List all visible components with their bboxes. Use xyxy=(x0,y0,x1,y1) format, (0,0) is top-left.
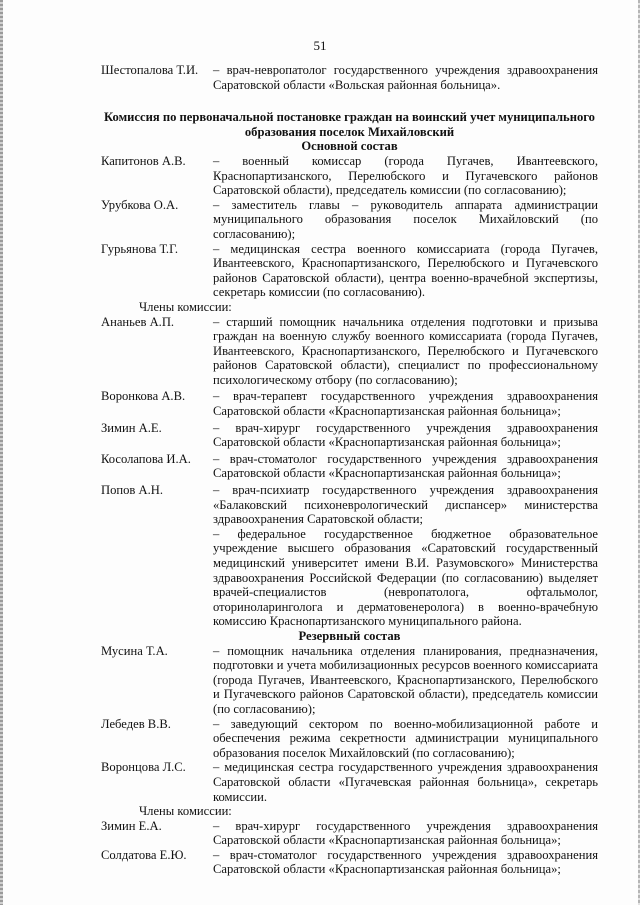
entry-text: – врач-стоматолог государственного учреждения здравоохранения Саратовской области «Краснопартизанская районная больница»; xyxy=(213,847,598,877)
entry-name: Косолапова И.А. xyxy=(101,451,191,466)
entry-name: Шестопалова Т.И. xyxy=(101,63,199,77)
entry-row xyxy=(101,198,598,242)
entry-text: – заместитель главы – руководитель аппарата администрации муниципального образования поселок Михайловский (по согласованию); xyxy=(213,197,598,241)
entry-name: Гурьянова Т.Г. xyxy=(101,241,179,256)
members-label: Члены комиссии: xyxy=(139,299,232,314)
entry-row xyxy=(101,242,598,300)
entry-text: – помощник начальника отделения планирования, предназначения, подготовки и учета мобилизационных ресурсов военного комиссариата (города Пугачев, Ивантеевского, Краснопартизанского, Перелюбского и Пугачевского районов Саратовской области), председатель комиссии (по согласованию); xyxy=(213,643,598,716)
scan-edge-left xyxy=(0,0,3,905)
main-composition-heading: Основной состав xyxy=(301,139,398,154)
entry-row xyxy=(101,819,598,848)
entry-name: Солдатова Е.Ю. xyxy=(101,847,187,862)
entry-row xyxy=(101,483,598,527)
entry-row xyxy=(101,421,598,450)
entry-text: – старший помощник начальника отделения подготовки и призыва граждан на военную службу военного комиссариата (города Пугачев, Ивантеевского, Краснопартизанского, Перелюбского и Пугачевского районов Саратовской области), специалист по профессиональному психологическому отбору (по согласованию); xyxy=(213,314,598,387)
entry-name: Лебедев В.В. xyxy=(101,716,171,731)
entry-row xyxy=(101,315,598,388)
entry-text: – врач-хирург государственного учреждения здравоохранения Саратовской области «Краснопартизанская районная больница»; xyxy=(213,818,598,848)
entry-text: – военный комиссар (города Пугачев, Ивантеевского, Краснопартизанского, Перелюбского и Пугачевского районов Саратовской области), председатель комиссии (по согласованию); xyxy=(213,153,598,198)
entry-text: – медицинская сестра государственного учреждения здравоохранения Саратовской области «Пугачевская районная больница», секретарь комиссии. xyxy=(213,760,598,804)
entry-text: – заведующий сектором по военно-мобилизационной работе и обеспечения режима секретности администрации муниципального образования поселок Михайловский (по согласованию); xyxy=(213,716,598,760)
entry-name: Зимин Е.А. xyxy=(101,818,162,833)
entry-row xyxy=(101,848,598,877)
entry-row xyxy=(101,154,598,198)
entry-row xyxy=(101,63,598,92)
entry-row xyxy=(101,452,598,481)
reserve-composition-heading: Резервный состав xyxy=(298,628,401,643)
entry-name: Воронкова А.В. xyxy=(101,389,186,404)
entry-text: – медицинская сестра военного комиссариата (города Пугачев, Ивантеевского, Краснопартизанского, Перелюбского и Пугачевского районов Саратовской области), центра военно-врачебной экспертизы, секретарь комиссии (по согласованию). xyxy=(213,241,598,300)
entry-text: – врач-стоматолог государственного учреждения здравоохранения Саратовской области «Краснопартизанская районная больница»; xyxy=(213,451,598,481)
entry-name: Мусина Т.А. xyxy=(101,643,168,658)
federal-institution-entry: – федеральное государственное бюджетное образовательное учреждение высшего образования «Саратовский государственный медицинский университет имени В.И. Разумовского» Министерства здравоохранения Российской Федерации (по согласованию) выделяет врачей-специалистов (невропатолога, офтальмолог, оториноларинголога и дерматовенеролога) в военно-врачебную комиссию Краснопартизанского муниципального района. xyxy=(213,526,598,629)
entry-name: Зимин А.Е. xyxy=(101,420,162,435)
entry-text: – врач-хирург государственного учреждения здравоохранения Саратовской области «Краснопартизанская районная больница»; xyxy=(213,420,598,450)
entry-row xyxy=(101,389,598,418)
entry-row xyxy=(101,644,598,717)
commission-title: Комиссия по первоначальной постановке граждан на воинский учет муниципального образования поселок Михайловский xyxy=(104,110,595,139)
entry-name: Капитонов А.В. xyxy=(101,153,186,168)
entry-row xyxy=(101,717,598,761)
entry-name: Попов А.Н. xyxy=(101,483,164,498)
entry-text: – врач-терапевт государственного учреждения здравоохранения Саратовской области «Краснопартизанская районная больница»; xyxy=(213,389,598,419)
entry-text: – врач-психиатр государственного учреждения здравоохранения «Балаковский психоневрологический диспансер» министерства здравоохранения Саратовской области; xyxy=(213,483,598,527)
document-body xyxy=(101,63,598,877)
entry-name: Урубкова О.А. xyxy=(101,197,179,212)
entry-row xyxy=(101,760,598,804)
entry-name: Воронцова Л.С. xyxy=(101,760,186,775)
entry-name: Ананьев А.П. xyxy=(101,314,175,329)
entry-text: – врач-невропатолог государственного учреждения здравоохранения Саратовской области «Вольская районная больница». xyxy=(213,63,598,92)
page-number: 51 xyxy=(313,38,327,53)
reserve-members-label: Члены комиссии: xyxy=(139,804,232,819)
